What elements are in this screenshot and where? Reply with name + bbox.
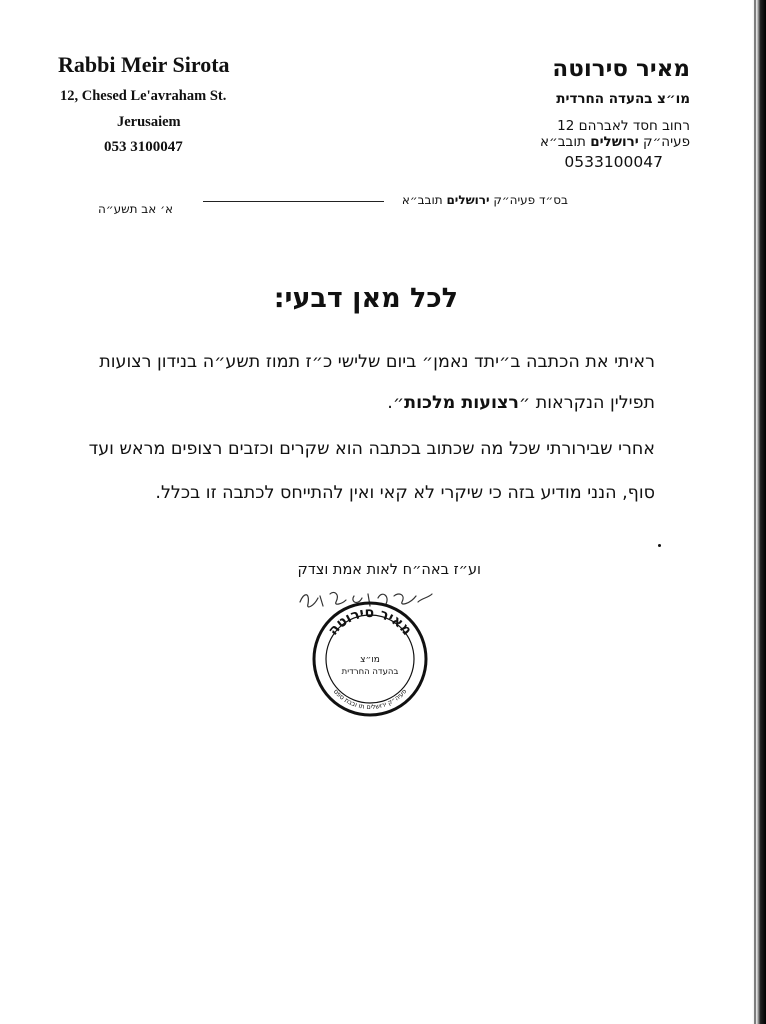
letterhead-hebrew-title: מו״צ בהעדה החרדית — [556, 91, 690, 107]
letterhead-english-phone: 053 3100047 — [104, 139, 183, 155]
p1l2-start: תפילין הנקראות ״ — [518, 393, 655, 413]
closing-line: וע״ז באה״ח לאות אמת וצדק — [297, 562, 481, 578]
paragraph1-line1: ראיתי את הכתבה ב״יתד נאמן״ ביום שלישי כ״ז תמוז תשע״ה בנידון רצועות — [99, 352, 655, 372]
svg-text:מאיר סירוטה — [325, 605, 415, 639]
hebrew-date: א׳ אב תשע״ה — [98, 202, 174, 216]
city-suffix: תובב״א — [540, 134, 586, 150]
paragraph1-line2 — [387, 393, 655, 413]
city-prefix: פעיה״ק — [643, 134, 690, 150]
stray-dot — [658, 544, 661, 547]
letterhead-hebrew-name: מאיר סירוטה — [552, 56, 690, 82]
letterhead-english-address: 12, Chesed Le'avraham St. — [60, 88, 227, 104]
stamp-name: מאיר סירוטה — [325, 604, 415, 639]
dateline — [402, 193, 568, 207]
paragraph2-line1: אחרי שבירורתי שכל מה שכתוב בכתבה הוא שקרים וכזבים רצופים מראש ועד — [88, 439, 655, 459]
stamp-title-line2: בהעדה החרדית — [341, 667, 399, 677]
stamp-title-line1: מו״צ — [360, 655, 380, 665]
rabbinical-stamp — [311, 600, 429, 718]
dateline-prefix: בס״ד פעיה״ק — [493, 193, 568, 207]
letter-heading: לכל מאן דבעי: — [273, 283, 458, 314]
letterhead-english-name: Rabbi Meir Sirota — [58, 52, 230, 77]
dateline-city: ירושלים — [446, 193, 490, 207]
page-edge-line — [754, 0, 756, 1024]
dateline-rule — [203, 201, 384, 202]
dateline-suffix: תובב״א — [401, 193, 443, 207]
letterhead-hebrew-city — [540, 134, 690, 150]
p1l2-end: ״. — [387, 393, 405, 413]
letterhead-english-city: Jerusaiem — [117, 114, 181, 130]
paragraph2-line2: סוף, הנני מודיע בזה כי שיקרי לא קאי ואין להתייחס לכתבה זו בכלל. — [155, 483, 655, 503]
city-name: ירושלים — [590, 134, 639, 150]
stamp-ring-text: פעיה״ק ירושלים תו ובבת ספס — [331, 687, 409, 712]
letterhead-hebrew-address: רחוב חסד לאברהם 12 — [557, 118, 690, 134]
letterhead-hebrew-phone: 0533100047 — [564, 153, 663, 171]
p1l2-bold: רצועות מלכות — [404, 393, 519, 413]
